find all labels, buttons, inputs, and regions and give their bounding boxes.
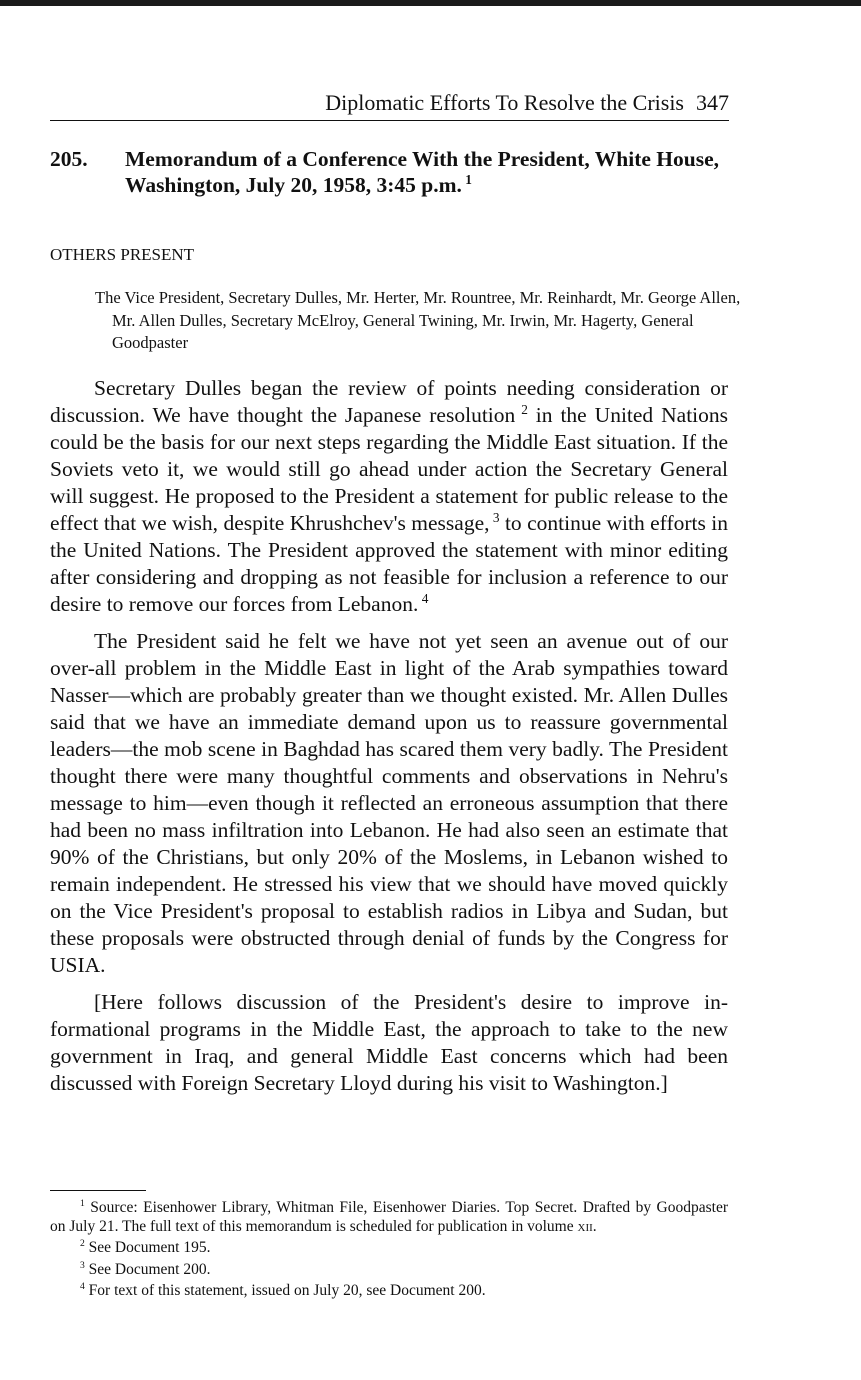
footnote-text: See Document 200. [88, 1260, 211, 1278]
footnote-marker: 3 [80, 1259, 85, 1271]
footnote-text: For text of this statement, issued on July 20, see Document 200. [88, 1282, 486, 1299]
others-present-label: OTHERS PRESENT [50, 245, 195, 264]
document-title-text: Memorandum of a Conference With the President, White House, Washington, July 20, 1958, 3:45 p.m. [125, 147, 720, 197]
running-head [50, 88, 729, 121]
page-top-border [0, 0, 861, 6]
footnote-2 [50, 1239, 728, 1258]
footnote-ref: 1 [465, 171, 472, 187]
page-number: 347 [696, 90, 729, 115]
footnote-rule [50, 1190, 146, 1191]
footnote-text: Source: Eisenhower Library, Whitman File, Eisenhower Diaries. Top Secret. Drafted by Goodpaster on July 21. The full text of this memorandum is scheduled for publication in volume [50, 1199, 729, 1235]
footnote-marker: 1 [80, 1197, 85, 1209]
running-head-title: Diplomatic Efforts To Resolve the Crisis [325, 90, 684, 115]
footnote-text: See Document 195. [88, 1239, 211, 1256]
paragraph-1-part-a: Secretary Dulles began the review of points needing consideration or discussion. We have thought the Japanese resolution [50, 376, 728, 427]
footnote-1 [50, 1199, 728, 1236]
footnote-marker: 2 [80, 1237, 85, 1249]
paragraph-3: [Here follows discussion of the President's desire to improve informational programs in the Middle East, the approach to take to the new government in Iraq, and general Middle East concerns which had been discussed with Foreign Secretary Lloyd during his visit to Washington.] [50, 990, 728, 1095]
document-number: 205. [50, 147, 88, 171]
footnote-4 [50, 1282, 728, 1301]
footnote-ref: 4 [421, 590, 429, 606]
paragraph-1-part-c: to continue with efforts in the United Nations. The President approved the statement with minor editing after considering and dropping as not feasible for inclusion a reference to our desire to remove our forces from Lebanon. [50, 511, 728, 616]
paragraph-1-part-b: in the United Nations could be the basis for our next steps regarding the Middle East situation. If the Soviets veto it, we would still go ahead under action the Secretary General will suggest. He proposed to the President a statement for public release to the effect that we wish, despite Khrushchev's message, [50, 403, 729, 535]
footnote-marker: 4 [80, 1280, 85, 1292]
paragraph-1 [50, 375, 728, 618]
footnotes [50, 1199, 728, 1304]
footnote-text-end: . [592, 1217, 597, 1235]
document-heading [50, 146, 740, 198]
footnote-3 [50, 1261, 728, 1280]
attendees-list: The Vice President, Secretary Dulles, Mr. Herter, Mr. Rountree, Mr. Reinhardt, Mr. George Allen, Mr. Allen Dulles, Secretary McElroy, General Twining, Mr. Irwin, Mr. Hagerty, General Goodpaster [95, 288, 741, 352]
document-title [125, 146, 740, 198]
footnote-ref: 2 [521, 401, 528, 417]
footnote-ref: 3 [492, 509, 500, 525]
footnote-volume: xii [577, 1217, 593, 1235]
memorandum-body [50, 375, 728, 1107]
paragraph-2: The President said he felt we have not yet seen an avenue out of our over-all problem in the Middle East in light of the Arab sympathies toward Nasser—which are probably greater than we thought existed. Mr. Allen Dulles said that we have an immediate demand upon us to reassure governmental leaders—the mob scene in Baghdad has scared them very badly. The President thought there were many thoughtful comments and observations in Nehru's message to him—even though it reflected an erroneous assumption that there had been no mass infiltration into Lebanon. He had also seen an estimate that 90% of the Christians, but only 20% of the Moslems, in Lebanon wished to remain independent. He stressed his view that we should have moved quickly on the Vice President's proposal to establish radios in Libya and Sudan, but these proposals were obstructed through denial of funds by the Congress for USIA. [50, 629, 728, 977]
